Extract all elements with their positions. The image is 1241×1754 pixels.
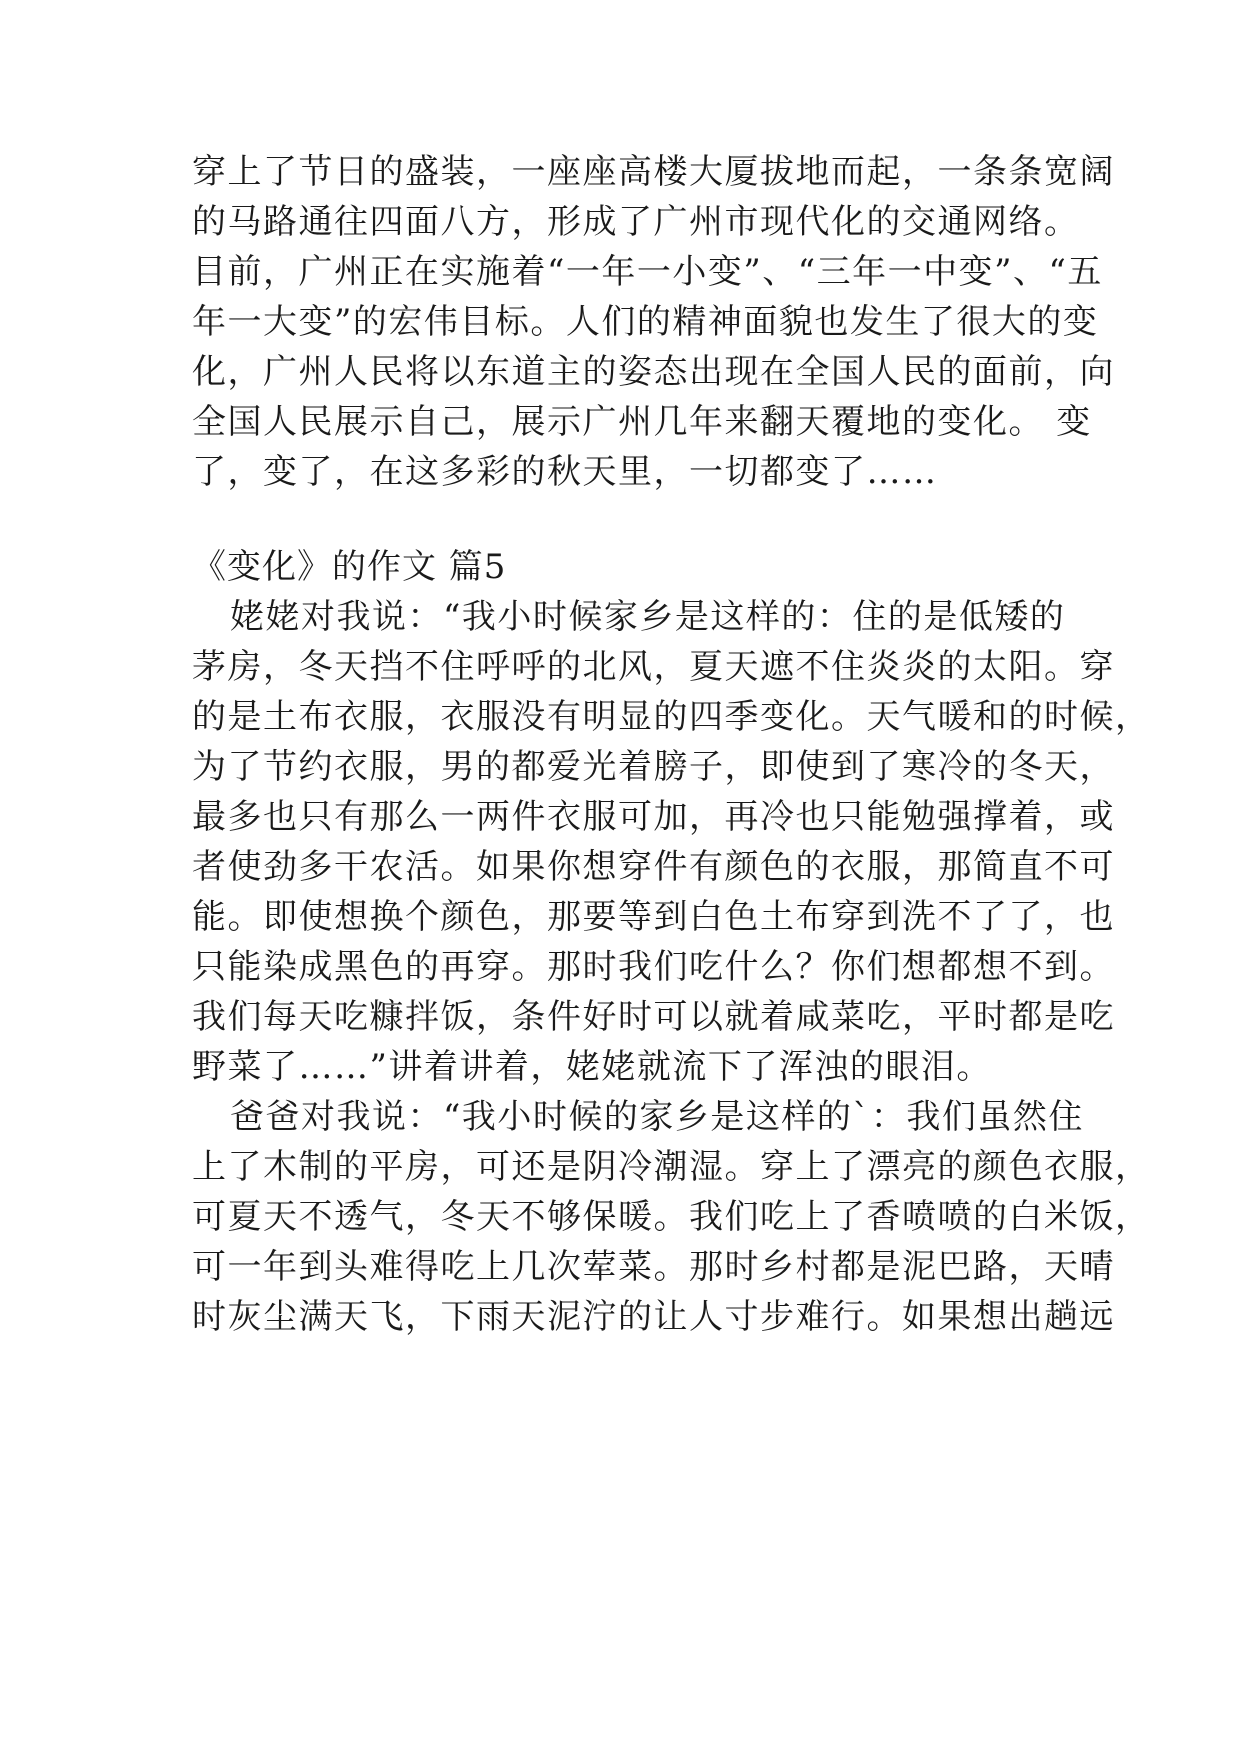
text-line: 者使劲多干农活。如果你想穿件有颜色的衣服，那简直不可 (192, 847, 1115, 887)
text-line: 上了木制的平房，可还是阴冷潮湿。穿上了漂亮的颜色衣服， (192, 1147, 1151, 1187)
text-line: 茅房，冬天挡不住呼呼的北风，夏天遮不住炎炎的太阳。穿 (192, 647, 1115, 687)
text-line: 我们每天吃糠拌饭，条件好时可以就着咸菜吃，平时都是吃 (192, 997, 1115, 1037)
text-line: 了，变了，在这多彩的秋天里，一切都变了…… (192, 452, 938, 492)
text-line: 野菜了……”讲着讲着，姥姥就流下了浑浊的眼泪。 (192, 1047, 992, 1087)
text-line: 目前，广州正在实施着“一年一小变”、“三年一中变”、“五 (192, 252, 1103, 292)
text-line: 只能染成黑色的再穿。那时我们吃什么？你们想都想不到。 (192, 947, 1115, 987)
text-line: 最多也只有那么一两件衣服可加，再冷也只能勉强撑着，或 (192, 797, 1115, 837)
text-line: 化，广州人民将以东道主的姿态出现在全国人民的面前，向 (192, 352, 1115, 392)
text-line: 可一年到头难得吃上几次荤菜。那时乡村都是泥巴路，天晴 (192, 1247, 1115, 1287)
text-line: 全国人民展示自己，展示广州几年来翻天覆地的变化。 变 (192, 402, 1092, 442)
section-heading: 《变化》的作文 篇5 (192, 547, 507, 587)
text-line: 能。即使想换个颜色，那要等到白色土布穿到洗不了了，也 (192, 897, 1115, 937)
text-line: 穿上了节日的盛装，一座座高楼大厦拔地而起，一条条宽阔 (192, 152, 1115, 192)
text-line: 时灰尘满天飞，下雨天泥泞的让人寸步难行。如果想出趟远 (192, 1297, 1115, 1337)
text-line: 的是土布衣服，衣服没有明显的四季变化。天气暖和的时候， (192, 697, 1151, 737)
text-line: 的马路通往四面八方，形成了广州市现代化的交通网络。 (192, 202, 1080, 242)
text-line: 为了节约衣服，男的都爱光着膀子，即使到了寒冷的冬天， (192, 747, 1115, 787)
text-line: 可夏天不透气，冬天不够保暖。我们吃上了香喷喷的白米饭， (192, 1197, 1151, 1237)
text-line: 爸爸对我说：“我小时候的家乡是这样的`：我们虽然住 (230, 1097, 1084, 1137)
text-line: 年一大变”的宏伟目标。人们的精神面貌也发生了很大的变 (192, 302, 1099, 342)
text-line: 姥姥对我说：“我小时候家乡是这样的：住的是低矮的 (230, 597, 1066, 637)
